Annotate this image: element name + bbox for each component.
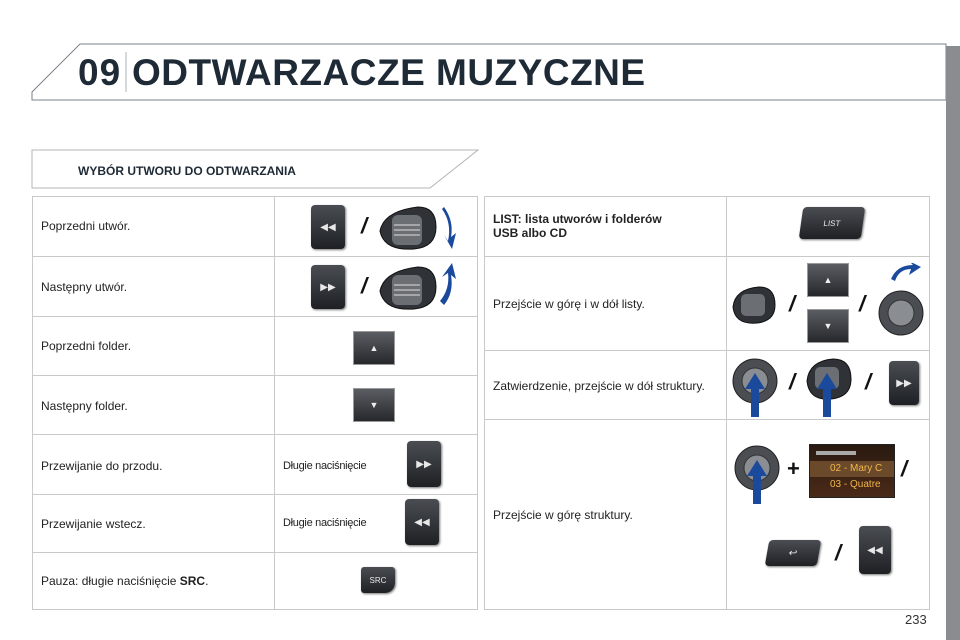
separator-slash: / — [901, 456, 908, 481]
table-row — [33, 434, 477, 494]
section-title: WYBÓR UTWORU DO ODTWARZANIA — [78, 164, 296, 178]
rewind-key: ◀◀ — [859, 526, 891, 574]
table-row — [485, 419, 929, 609]
steering-control-down-icon — [378, 201, 458, 253]
down-arrow-key: ▼ — [353, 388, 395, 422]
row-label: Przewijanie do przodu. — [41, 459, 163, 473]
rewind-key: ◀◀ — [405, 499, 439, 545]
side-bar — [946, 46, 960, 640]
table-row — [33, 197, 477, 256]
chapter-title: ODTWARZACZE MUZYCZNE — [132, 52, 646, 93]
display-line1: 02 - Mary C — [830, 463, 883, 474]
separator-slash: / — [859, 291, 866, 316]
row-label: Przewijanie wstecz. — [41, 517, 146, 531]
plus-sign: + — [787, 456, 800, 481]
row-label: Pauza: długie naciśnięcie SRC. — [41, 574, 209, 588]
right-table — [484, 196, 930, 610]
table-row — [33, 494, 477, 552]
display-line2: 03 - Quatre — [830, 479, 881, 490]
page-number: 233 — [905, 612, 927, 627]
row-label: Następny folder. — [41, 399, 128, 413]
table-row — [33, 552, 477, 609]
rotary-knob-press-icon — [733, 444, 783, 506]
row-label: Poprzedni folder. — [41, 339, 132, 353]
row-label: Następny utwór. — [41, 280, 128, 294]
table-row — [33, 316, 477, 375]
table-row — [485, 256, 929, 350]
next-track-key: ▶▶ — [889, 361, 919, 405]
table-row — [485, 197, 929, 256]
separator-slash: / — [361, 273, 368, 298]
table-row — [485, 350, 929, 419]
steering-control-icon — [731, 285, 779, 325]
long-press-hint: Długie naciśnięcie — [283, 517, 367, 529]
list-key: LIST — [799, 207, 865, 239]
row-label: Przejście w górę i w dół listy. — [493, 297, 645, 311]
separator-slash: / — [789, 291, 796, 316]
back-key: ↩ — [765, 540, 822, 566]
fast-forward-key: ▶▶ — [407, 441, 441, 487]
separator-slash: / — [361, 213, 368, 238]
rotary-knob-press-icon — [731, 357, 781, 419]
long-press-hint: Długie naciśnięcie — [283, 460, 367, 472]
down-arrow-key: ▼ — [807, 309, 849, 343]
row-label: Poprzedni utwór. — [41, 219, 131, 233]
prev-track-key: ◀◀ — [311, 205, 345, 249]
table-row — [33, 256, 477, 316]
up-arrow-key: ▲ — [353, 331, 395, 365]
separator-slash: / — [789, 369, 796, 394]
separator-slash: / — [865, 369, 872, 394]
left-table — [32, 196, 478, 610]
row-label-line1: LIST: lista utworów i folderów — [493, 212, 662, 226]
table-row — [33, 375, 477, 434]
steering-control-up-icon — [378, 261, 458, 313]
up-arrow-key: ▲ — [807, 263, 849, 297]
display-screen — [809, 444, 895, 498]
row-label-line2: USB albo CD — [493, 226, 568, 240]
chapter-number: 09 — [78, 52, 122, 93]
next-track-key: ▶▶ — [311, 265, 345, 309]
steering-control-press-icon — [805, 355, 855, 419]
row-label: Przejście w górę struktury. — [493, 508, 633, 522]
src-key: SRC — [361, 567, 395, 593]
separator-slash: / — [835, 540, 842, 565]
row-label: Zatwierdzenie, przejście w dół struktury. — [493, 379, 705, 393]
rotary-knob-icon — [877, 263, 927, 343]
